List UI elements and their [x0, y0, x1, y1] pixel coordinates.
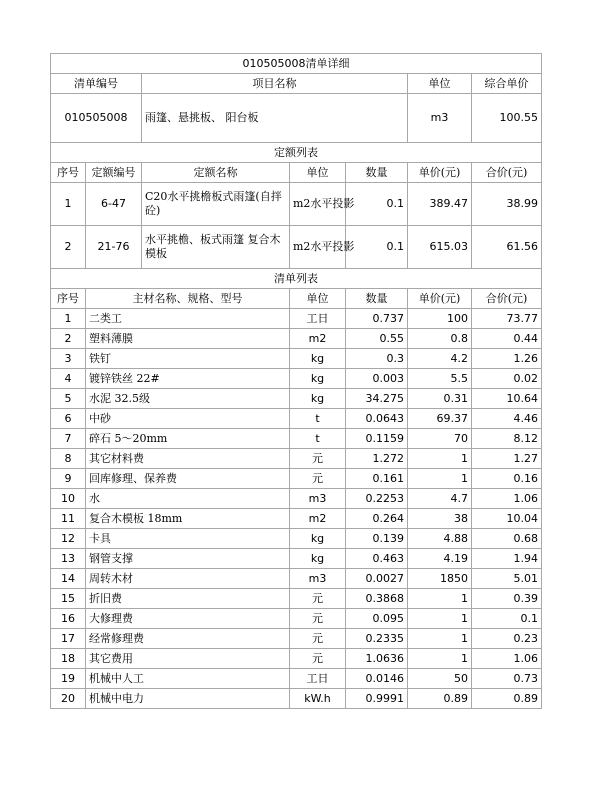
material-price: 70: [408, 429, 472, 449]
quota-unit: m2水平投影: [290, 226, 346, 269]
bill-code: 010505008: [51, 94, 142, 143]
material-unit: 工日: [290, 309, 346, 329]
material-unit: kW.h: [290, 689, 346, 709]
material-unit: m2: [290, 329, 346, 349]
material-price: 0.31: [408, 389, 472, 409]
material-row: [51, 509, 542, 529]
material-price: 100: [408, 309, 472, 329]
material-unit: kg: [290, 369, 346, 389]
bill-item-row: [51, 94, 542, 143]
material-no: 14: [51, 569, 86, 589]
header-row: [51, 74, 542, 94]
quota-col-qty: 数量: [346, 163, 408, 183]
material-no: 9: [51, 469, 86, 489]
materials-section-title: 清单列表: [51, 269, 542, 289]
material-total: 5.01: [472, 569, 542, 589]
material-row: [51, 309, 542, 329]
material-qty: 0.2253: [346, 489, 408, 509]
material-no: 12: [51, 529, 86, 549]
bill-detail-sheet: [50, 53, 541, 709]
material-price: 5.5: [408, 369, 472, 389]
material-qty: 34.275: [346, 389, 408, 409]
material-price: 4.7: [408, 489, 472, 509]
material-qty: 0.003: [346, 369, 408, 389]
material-name: 二类工: [86, 309, 290, 329]
material-row: [51, 569, 542, 589]
material-row: [51, 589, 542, 609]
material-row: [51, 689, 542, 709]
material-unit: 元: [290, 469, 346, 489]
material-name: 中砂: [86, 409, 290, 429]
quota-unit: m2水平投影: [290, 183, 346, 226]
material-price: 1: [408, 449, 472, 469]
material-unit: m3: [290, 569, 346, 589]
quota-qty: 0.1: [346, 226, 408, 269]
material-unit: m2: [290, 509, 346, 529]
material-qty: 0.737: [346, 309, 408, 329]
quota-price: 615.03: [408, 226, 472, 269]
material-no: 10: [51, 489, 86, 509]
materials-col-total: 合价(元): [472, 289, 542, 309]
material-qty: 0.161: [346, 469, 408, 489]
quota-name: C20水平挑檐板式雨篷(自拌砼): [142, 183, 290, 226]
material-name: 铁钉: [86, 349, 290, 369]
quota-name: 水平挑檐、板式雨篷 复合木模板: [142, 226, 290, 269]
material-no: 7: [51, 429, 86, 449]
quota-col-code: 定额编号: [86, 163, 142, 183]
material-name: 其它费用: [86, 649, 290, 669]
material-name: 周转木材: [86, 569, 290, 589]
material-total: 0.73: [472, 669, 542, 689]
material-name: 其它材料费: [86, 449, 290, 469]
material-qty: 0.1159: [346, 429, 408, 449]
material-name: 经常修理费: [86, 629, 290, 649]
bill-unit-price: 100.55: [472, 94, 542, 143]
material-unit: 元: [290, 589, 346, 609]
material-total: 0.39: [472, 589, 542, 609]
material-name: 碎石 5～20mm: [86, 429, 290, 449]
material-row: [51, 649, 542, 669]
material-price: 0.8: [408, 329, 472, 349]
quota-row: [51, 226, 542, 269]
materials-col-qty: 数量: [346, 289, 408, 309]
material-row: [51, 409, 542, 429]
col-bill-code: 清单编号: [51, 74, 142, 94]
material-price: 50: [408, 669, 472, 689]
quota-col-no: 序号: [51, 163, 86, 183]
material-total: 10.04: [472, 509, 542, 529]
material-qty: 0.0643: [346, 409, 408, 429]
material-no: 19: [51, 669, 86, 689]
material-name: 卡具: [86, 529, 290, 549]
material-unit: m3: [290, 489, 346, 509]
material-unit: kg: [290, 549, 346, 569]
material-unit: 元: [290, 629, 346, 649]
material-qty: 0.2335: [346, 629, 408, 649]
material-price: 1850: [408, 569, 472, 589]
material-qty: 0.0146: [346, 669, 408, 689]
material-price: 1: [408, 469, 472, 489]
material-qty: 0.3868: [346, 589, 408, 609]
material-price: 69.37: [408, 409, 472, 429]
material-no: 6: [51, 409, 86, 429]
material-no: 8: [51, 449, 86, 469]
material-row: [51, 529, 542, 549]
material-no: 13: [51, 549, 86, 569]
materials-header-row: [51, 289, 542, 309]
quota-qty: 0.1: [346, 183, 408, 226]
material-no: 17: [51, 629, 86, 649]
material-total: 0.68: [472, 529, 542, 549]
quota-row: [51, 183, 542, 226]
quota-col-unit: 单位: [290, 163, 346, 183]
material-qty: 0.139: [346, 529, 408, 549]
material-total: 10.64: [472, 389, 542, 409]
bill-item-name: 雨篷、悬挑板、 阳台板: [142, 94, 408, 143]
material-price: 4.88: [408, 529, 472, 549]
quota-total: 61.56: [472, 226, 542, 269]
material-total: 73.77: [472, 309, 542, 329]
quota-code: 21-76: [86, 226, 142, 269]
materials-col-name: 主材名称、规格、型号: [86, 289, 290, 309]
material-name: 水: [86, 489, 290, 509]
material-price: 4.2: [408, 349, 472, 369]
material-row: [51, 669, 542, 689]
material-name: 塑料薄膜: [86, 329, 290, 349]
col-unit-price: 综合单价: [472, 74, 542, 94]
material-name: 水泥 32.5级: [86, 389, 290, 409]
material-no: 4: [51, 369, 86, 389]
material-no: 15: [51, 589, 86, 609]
material-no: 3: [51, 349, 86, 369]
material-unit: 元: [290, 609, 346, 629]
material-qty: 0.3: [346, 349, 408, 369]
materials-col-no: 序号: [51, 289, 86, 309]
material-row: [51, 369, 542, 389]
material-name: 钢管支撑: [86, 549, 290, 569]
material-row: [51, 469, 542, 489]
bill-detail-table: [50, 53, 542, 709]
sheet-title: 010505008清单详细: [51, 54, 542, 74]
quota-no: 2: [51, 226, 86, 269]
material-total: 1.06: [472, 489, 542, 509]
material-no: 20: [51, 689, 86, 709]
material-name: 回库修理、保养费: [86, 469, 290, 489]
material-qty: 0.0027: [346, 569, 408, 589]
col-unit: 单位: [408, 74, 472, 94]
material-no: 18: [51, 649, 86, 669]
material-no: 16: [51, 609, 86, 629]
material-total: 0.16: [472, 469, 542, 489]
material-total: 0.23: [472, 629, 542, 649]
material-unit: 元: [290, 649, 346, 669]
material-unit: 元: [290, 449, 346, 469]
material-no: 1: [51, 309, 86, 329]
materials-col-unit: 单位: [290, 289, 346, 309]
material-qty: 0.463: [346, 549, 408, 569]
quota-header-row: [51, 163, 542, 183]
material-row: [51, 489, 542, 509]
material-qty: 1.0636: [346, 649, 408, 669]
material-total: 1.27: [472, 449, 542, 469]
material-unit: kg: [290, 529, 346, 549]
material-total: 4.46: [472, 409, 542, 429]
material-qty: 0.55: [346, 329, 408, 349]
material-price: 1: [408, 609, 472, 629]
material-unit: kg: [290, 389, 346, 409]
materials-col-price: 单价(元): [408, 289, 472, 309]
material-total: 0.02: [472, 369, 542, 389]
material-name: 机械中人工: [86, 669, 290, 689]
quota-code: 6-47: [86, 183, 142, 226]
material-row: [51, 549, 542, 569]
table-body: [51, 54, 542, 709]
material-price: 1: [408, 589, 472, 609]
material-price: 38: [408, 509, 472, 529]
material-no: 5: [51, 389, 86, 409]
material-total: 0.1: [472, 609, 542, 629]
material-unit: kg: [290, 349, 346, 369]
material-name: 复合木模板 18mm: [86, 509, 290, 529]
material-name: 镀锌铁丝 22#: [86, 369, 290, 389]
material-total: 0.44: [472, 329, 542, 349]
quota-col-price: 单价(元): [408, 163, 472, 183]
material-price: 1: [408, 649, 472, 669]
quota-no: 1: [51, 183, 86, 226]
quota-section-row: [51, 143, 542, 163]
material-total: 1.26: [472, 349, 542, 369]
col-item-name: 项目名称: [142, 74, 408, 94]
material-qty: 0.9991: [346, 689, 408, 709]
material-row: [51, 389, 542, 409]
material-qty: 0.264: [346, 509, 408, 529]
material-no: 2: [51, 329, 86, 349]
quota-col-total: 合价(元): [472, 163, 542, 183]
material-price: 0.89: [408, 689, 472, 709]
material-row: [51, 349, 542, 369]
material-name: 机械中电力: [86, 689, 290, 709]
material-total: 8.12: [472, 429, 542, 449]
quota-total: 38.99: [472, 183, 542, 226]
bill-unit: m3: [408, 94, 472, 143]
material-row: [51, 609, 542, 629]
material-total: 0.89: [472, 689, 542, 709]
material-price: 4.19: [408, 549, 472, 569]
material-total: 1.06: [472, 649, 542, 669]
material-unit: t: [290, 409, 346, 429]
material-row: [51, 629, 542, 649]
material-total: 1.94: [472, 549, 542, 569]
material-no: 11: [51, 509, 86, 529]
material-row: [51, 449, 542, 469]
quota-price: 389.47: [408, 183, 472, 226]
material-name: 大修理费: [86, 609, 290, 629]
quota-section-title: 定额列表: [51, 143, 542, 163]
material-qty: 1.272: [346, 449, 408, 469]
quota-col-name: 定额名称: [142, 163, 290, 183]
material-row: [51, 329, 542, 349]
title-row: [51, 54, 542, 74]
material-price: 1: [408, 629, 472, 649]
material-name: 折旧费: [86, 589, 290, 609]
material-row: [51, 429, 542, 449]
material-unit: 工日: [290, 669, 346, 689]
materials-section-row: [51, 269, 542, 289]
material-qty: 0.095: [346, 609, 408, 629]
material-unit: t: [290, 429, 346, 449]
